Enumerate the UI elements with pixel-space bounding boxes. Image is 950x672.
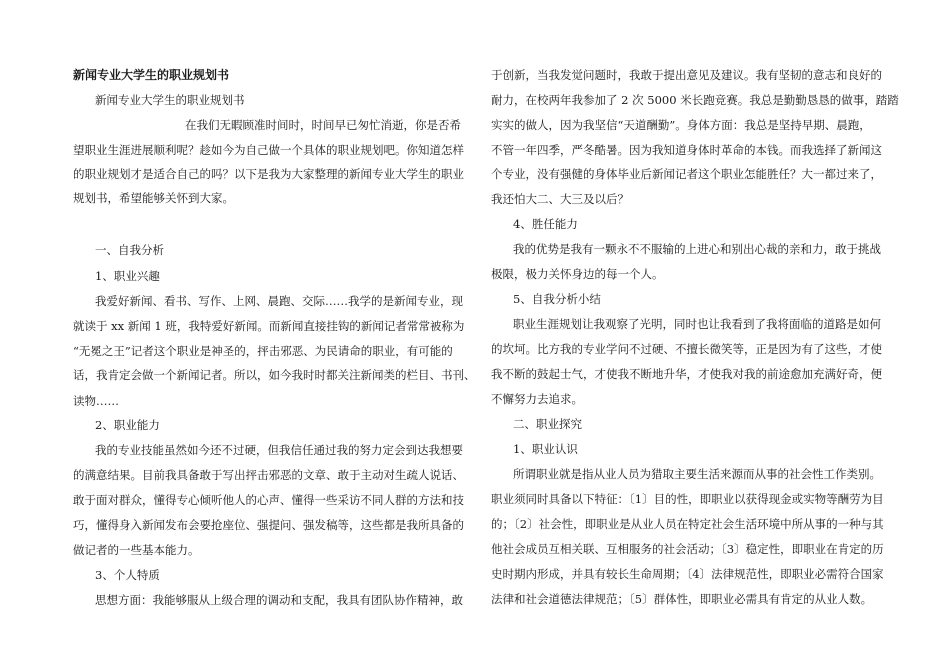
paragraph-line: 实实的做人，因为我坚信“天道酬勤”。身体方面：我总是坚持早期、晨跑，	[491, 118, 871, 132]
paragraph-line: 极限，极力关怀身边的每一个人。	[491, 267, 664, 281]
paragraph-line: 职业生涯规划让我观察了光明，同时也让我看到了我将面临的道路是如何	[513, 317, 881, 331]
subsection-heading: 5、自我分析小结	[513, 292, 601, 306]
paragraph-line: 所谓职业就是指从业人员为猎取主要生活来源而从事的社会性工作类别。	[513, 467, 881, 481]
paragraph-line: 职业须同时具备以下特征：〔1〕目的性，即职业以获得现金或实物等酬劳为目	[491, 492, 884, 506]
paragraph-line: 史时期内形成，并具有较长生命周期；〔4〕法律规范性，即职业必需符合国家	[491, 567, 884, 581]
paragraph-line: 我的专业技能虽然如今还不过硬，但我信任通过我的努力定会到达我想要	[95, 443, 463, 457]
paragraph-line: 我不断的鼓起士气，才使我不断地升华，才使我对我的前途愈加充满好奇，便	[491, 367, 882, 381]
subtitle-line: 新闻专业大学生的职业规划书	[95, 93, 245, 107]
subsection-heading: 4、胜任能力	[513, 217, 578, 231]
document-title: 新闻专业大学生的职业规划书	[73, 68, 230, 82]
section-heading: 二、职业探究	[513, 417, 582, 431]
paragraph-line: 在我们无暇顾准时间时，时间早已匆忙消逝，你是否希	[185, 118, 461, 132]
paragraph-line: 的；〔2〕社会性，即职业是从业人员在特定社会生活环境中所从事的一种与其	[491, 517, 884, 531]
paragraph-line: 不管一年四季，严冬酷暑。因为我知道身体时革命的本钱。而我选择了新闻这	[491, 143, 882, 157]
paragraph-line: 做记者的一些基本能力。	[73, 543, 200, 557]
paragraph-line: 敢于面对群众，懂得专心倾听他人的心声、懂得一些采访不同人群的方法和技	[73, 493, 464, 507]
paragraph-line: 我爱好新闻、看书、写作、上网、晨跑、交际……我学的是新闻专业，现	[95, 294, 463, 308]
paragraph-line: 个专业，没有强健的身体毕业后新闻记者这个职业怎能胜任？大一都过来了，	[491, 167, 882, 181]
paragraph-line: 不懈努力去追求。	[491, 392, 583, 406]
subsection-heading: 1、职业兴趣	[95, 269, 160, 283]
paragraph-line: 的职业规划才是适合自己的吗？以下是我为大家整理的新闻专业大学生的职业	[73, 167, 464, 181]
paragraph-line: 巧，懂得身入新闻发布会要抢座位、强提问、强发稿等，这些都是我所具备的	[73, 518, 464, 532]
subsection-heading: 3、个人特质	[95, 568, 160, 582]
paragraph-line: 思想方面：我能够服从上级合理的调动和支配，我具有团队协作精神，敢	[95, 593, 463, 607]
section-heading: 一、自我分析	[95, 243, 164, 257]
paragraph-line: 望职业生涯进展顺利呢？趁如今为自己做一个具体的职业规划吧。你知道怎样	[73, 143, 464, 157]
paragraph-line: 于创新，当我发觉问题时，我敢于提出意见及建议。我有坚韧的意志和良好的	[491, 68, 882, 82]
paragraph-line: 我还怕大二、大三及以后？	[491, 192, 629, 206]
paragraph-line: 就读于 xx 新闻 1 班，我特爱好新闻。而新闻直接挂钩的新闻记者常常被称为	[73, 319, 465, 333]
paragraph-line: 耐力，在校两年我参加了 2 次 5000 米长跑竞赛。我总是勤勤恳恳的做事，踏踏	[491, 93, 899, 107]
paragraph-line: 读物……	[73, 394, 119, 408]
paragraph-line: “无冕之王”记者这个职业是神圣的，抨击邪恶、为民请命的职业，有可能的	[73, 344, 453, 358]
subsection-heading: 1、职业认识	[513, 442, 578, 456]
paragraph-line: 我的优势是我有一颗永不不服输的上进心和别出心裁的亲和力，敢于挑战	[513, 242, 881, 256]
subsection-heading: 2、职业能力	[95, 418, 160, 432]
paragraph-line: 他社会成员互相关联、互相服务的社会活动；〔3〕稳定性，即职业在肯定的历	[491, 542, 884, 556]
paragraph-line: 规划书，希望能够关怀到大家。	[73, 191, 234, 205]
paragraph-line: 话，我肯定会做一个新闻记者。所以，如今我时时都关注新闻类的栏目、书刊、	[73, 368, 476, 382]
paragraph-line: 的坎坷。比方我的专业学问不过硬、不擅长微笑等，正是因为有了这些，才使	[491, 342, 882, 356]
paragraph-line: 法律和社会道德法律规范；〔5〕群体性，即职业必需具有肯定的从业人数。	[491, 592, 873, 606]
paragraph-line: 的满意结果。目前我具备敢于写出抨击邪恶的文章、敢于主动对生疏人说话、	[73, 468, 464, 482]
